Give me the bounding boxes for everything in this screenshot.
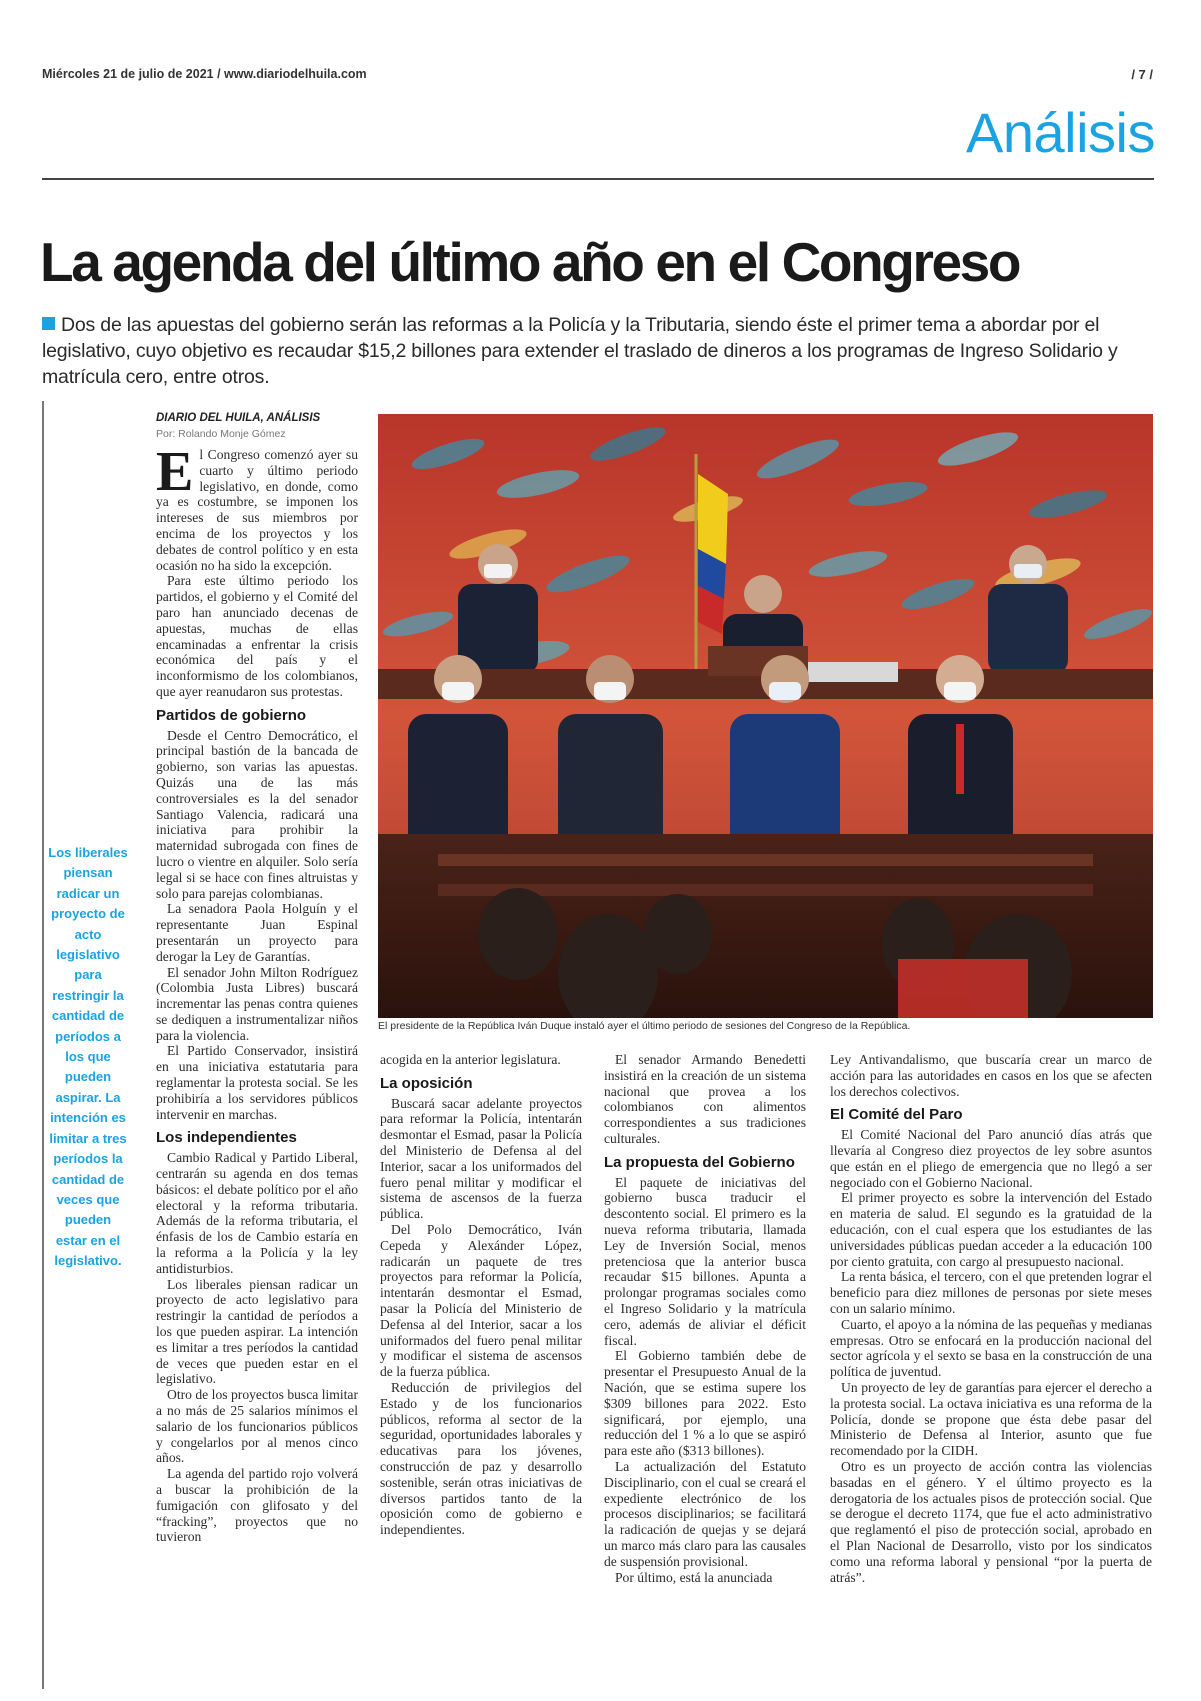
subhead-propuesta: La propuesta del Gobierno bbox=[604, 1153, 795, 1171]
paragraph: Cambio Radical y Partido Liberal, centrarán su agenda en dos temas básicos: el debate político por el año electoral y la reforma tributaria. Además de la reforma tributaria, el énfasis de los de Cambio estaría en la reforma a la Policía y la ley antidisturbios. bbox=[156, 1150, 358, 1276]
pull-quote-bar bbox=[42, 401, 44, 1689]
pull-quote: Los liberales piensan radicar un proyecto de acto legislativo para restringir la cantidad de períodos a los que pueden aspirar. La intención es limitar a tres períodos la cantidad de veces que pueden estar en el legislativo. bbox=[48, 845, 128, 1269]
article-column-1 bbox=[156, 441, 358, 1545]
paragraph: Los liberales piensan radicar un proyecto de acto legislativo para restringir la cantidad de períodos a los que pueden aspirar. La intención es limitar a tres períodos la cantidad de veces que pueden estar en el legislativo. bbox=[156, 1276, 358, 1387]
drop-cap: E bbox=[156, 441, 194, 503]
article-column-3 bbox=[604, 1052, 806, 1585]
paragraph: El Congreso comenzó ayer su cuarto y último periodo legislativo, en donde, como ya es costumbre, se imponen los intereses de sus miembros por encima de los proyectos y los debates de control político y en esta ocasión no ha sido la excepción. bbox=[156, 441, 358, 573]
bullet-square-icon bbox=[42, 317, 55, 330]
paragraph: El Partido Conservador, insistirá en una iniciativa estatutaria para reglamentar la protesta social. Se les prohibiría a los servidores públicos intervenir en marchas. bbox=[156, 1043, 358, 1122]
paragraph: El senador John Milton Rodríguez (Colombia Justa Libres) buscará incrementar las penas contra quienes se dediquen a instrumentalizar niños para la violencia. bbox=[156, 964, 358, 1043]
subhead-oposicion: La oposición bbox=[380, 1074, 473, 1092]
article-column-4 bbox=[830, 1052, 1152, 1585]
byline-author: Por: Rolando Monje Gómez bbox=[156, 428, 286, 440]
photo-caption: El presidente de la República Iván Duque instaló ayer el último periodo de sesiones del Congreso de la República. bbox=[378, 1020, 911, 1032]
paragraph: El primer proyecto es sobre la intervención del Estado en materia de salud. El segundo es la gratuidad de la educación, con el cual espera que los estudiantes de las universidades públicas puedan acceder a la educación 100 por ciento gratuita, con cargo al presupuesto nacional. bbox=[830, 1190, 1152, 1269]
subhead-comite: El Comité del Paro bbox=[830, 1106, 963, 1124]
dateline: Miércoles 21 de julio de 2021 / www.diariodelhuila.com bbox=[42, 67, 367, 81]
article-lead bbox=[42, 312, 1157, 390]
paragraph: Buscará sacar adelante proyectos para reformar la Policía, intentarán desmontar el Esmad, pasar la Policía del Ministerio de Defensa al del Interior, sacar a los uniformados del fuero penal militar y modificar el sistema de ascensos de la fuerza pública. bbox=[380, 1095, 582, 1222]
page-number: / 7 / bbox=[1131, 67, 1153, 82]
congress-photo-illustration bbox=[378, 414, 1153, 1018]
paragraph: Del Polo Democrático, Iván Cepeda y Alexánder López, radicarán un paquete de tres proyectos para reformar la Policía, intentarán desmontar el Esmad, pasar la Policía del Ministerio de Defensa al del Interior, sacar a los uniformados del fuero penal militar y modificar el sistema de ascensos de la fuerza pública. bbox=[380, 1221, 582, 1380]
paragraph: La renta básica, el tercero, con el que pretenden lograr el beneficio para diez millones de personas por siete meses con un salario mínimo. bbox=[830, 1269, 1152, 1316]
paragraph: Reducción de privilegios del Estado y de los funcionarios públicos, reforma al sector de la seguridad, oportunidades laborales y educativas para los jóvenes, construcción de paz y desarrollo sostenible, serán otras iniciativas de diversos partidos tanto de la oposición como de gobierno e independientes. bbox=[380, 1379, 582, 1538]
paragraph: acogida en la anterior legislatura. bbox=[380, 1052, 561, 1067]
paragraph: Cuarto, el apoyo a la nómina de las pequeñas y medianas empresas. Otro se enfocará en la producción nacional del sector agrícola y el sexto se basa en la construcción de una política de juventud. bbox=[830, 1316, 1152, 1380]
paragraph: Para este último periodo los partidos, el gobierno y el Comité del paro han anunciado decenas de apuestas, muchas de ellas encaminadas a enfrentar la crisis económica del país y el inconformismo de los colombianos, que ayer reanudaron sus protestas. bbox=[156, 573, 358, 699]
header-rule bbox=[42, 178, 1154, 180]
paragraph: El senador Armando Benedetti insistirá en la creación de un sistema nacional que provea a los colombianos con alimentos correspondientes a sus tradiciones culturales. bbox=[604, 1052, 806, 1146]
subhead-independientes: Los independientes bbox=[156, 1129, 297, 1147]
paragraph: Desde el Centro Democrático, el principal bastión de la bancada de gobierno, son varias las apuestas. Quizás una de las más controversiales es la del senador Santiago Valencia, radicará una iniciativa para prohibir la maternidad subrogada con fines de lucro o vientre en alquiler. Solo sería legal si se hace con fines altruistas y solo para parejas colombianas. bbox=[156, 727, 358, 901]
paragraph: Un proyecto de ley de garantías para ejercer el derecho a la protesta social. La octava iniciativa es una reforma de la Policía, donde se propone que ésta debe pasar del Ministerio de Defensa al Interior, asunto que fue recomendado por la CIDH. bbox=[830, 1379, 1152, 1459]
subhead-partidos: Partidos de gobierno bbox=[156, 706, 307, 724]
paragraph: El Comité Nacional del Paro anunció días atrás que llevaría al Congreso diez proyectos de ley sobre asuntos que están en el pliego de emergencia que no llegó a ser negociado con el Gobierno Nacional. bbox=[830, 1127, 1152, 1190]
section-title: Análisis bbox=[966, 101, 1155, 164]
paragraph: La actualización del Estatuto Disciplinario, con el cual se creará el expediente electrónico de los procesos disciplinarios; se facilitará la radicación de quejas y se dejará un marco más claro para las causales de suspensión provisional. bbox=[604, 1458, 806, 1569]
byline-tag: DIARIO DEL HUILA, ANÁLISIS bbox=[156, 412, 321, 424]
article-column-2 bbox=[380, 1052, 582, 1538]
congress-photo bbox=[378, 414, 1153, 1018]
lead-text: Dos de las apuestas del gobierno serán las reformas a la Policía y la Tributaria, siendo éste el primer tema a abordar por el legislativo, cuyo objetivo es recaudar $15,2 billones para extender el traslado de dineros a los programas de Ingreso Solidario y matrícula cero, entre otros. bbox=[42, 314, 1118, 388]
paragraph: Otro es un proyecto de acción contra las violencias basadas en el género. Y el último proyecto es la derogatoria de los actuales pisos de protección social. Que se derogue el decreto 1174, que fue el acto administrativo que reglamentó el piso de protección social, aprobado en el Plan Nacional de Desarrollo, visto por los sindicatos como una reforma laboral y pensional “por la puerta de atrás”. bbox=[830, 1458, 1152, 1585]
paragraph: Por último, está la anunciada bbox=[615, 1569, 773, 1585]
paragraph: La senadora Paola Holguín y el representante Juan Espinal presentarán un proyecto para derogar la Ley de Garantías. bbox=[156, 901, 358, 964]
paragraph: El paquete de iniciativas del gobierno busca traducir el descontento social. El primero es la nueva reforma tributaria, llamada Ley de Inversión Social, menos pretenciosa que la anterior busca recaudar $15 billones. Apunta a prolongar programas sociales como el Ingreso Solidario y la matrícula cero, además de aliviar el déficit fiscal. bbox=[604, 1174, 806, 1348]
paragraph: Otro de los proyectos busca limitar a no más de 25 salarios mínimos el salario de los funcionarios públicos y congelarlos por al menos cinco años. bbox=[156, 1387, 358, 1466]
paragraph: El Gobierno también debe de presentar el Presupuesto Anual de la Nación, que se estima supere los $309 billones para 2022. Esto significará, por ejemplo, una reducción del 1 % a lo que se aspiró para este año ($313 billones). bbox=[604, 1348, 806, 1459]
paragraph: La agenda del partido rojo volverá a buscar la prohibición de la fumigación con glifosato y del “fracking”, proyectos que no tuvieron bbox=[156, 1466, 358, 1545]
paragraph: Ley Antivandalismo, que buscaría crear un marco de acción para las autoridades en casos en los que se afecten los derechos colectivos. bbox=[830, 1052, 1152, 1099]
article-headline: La agenda del último año en el Congreso bbox=[40, 231, 1020, 293]
